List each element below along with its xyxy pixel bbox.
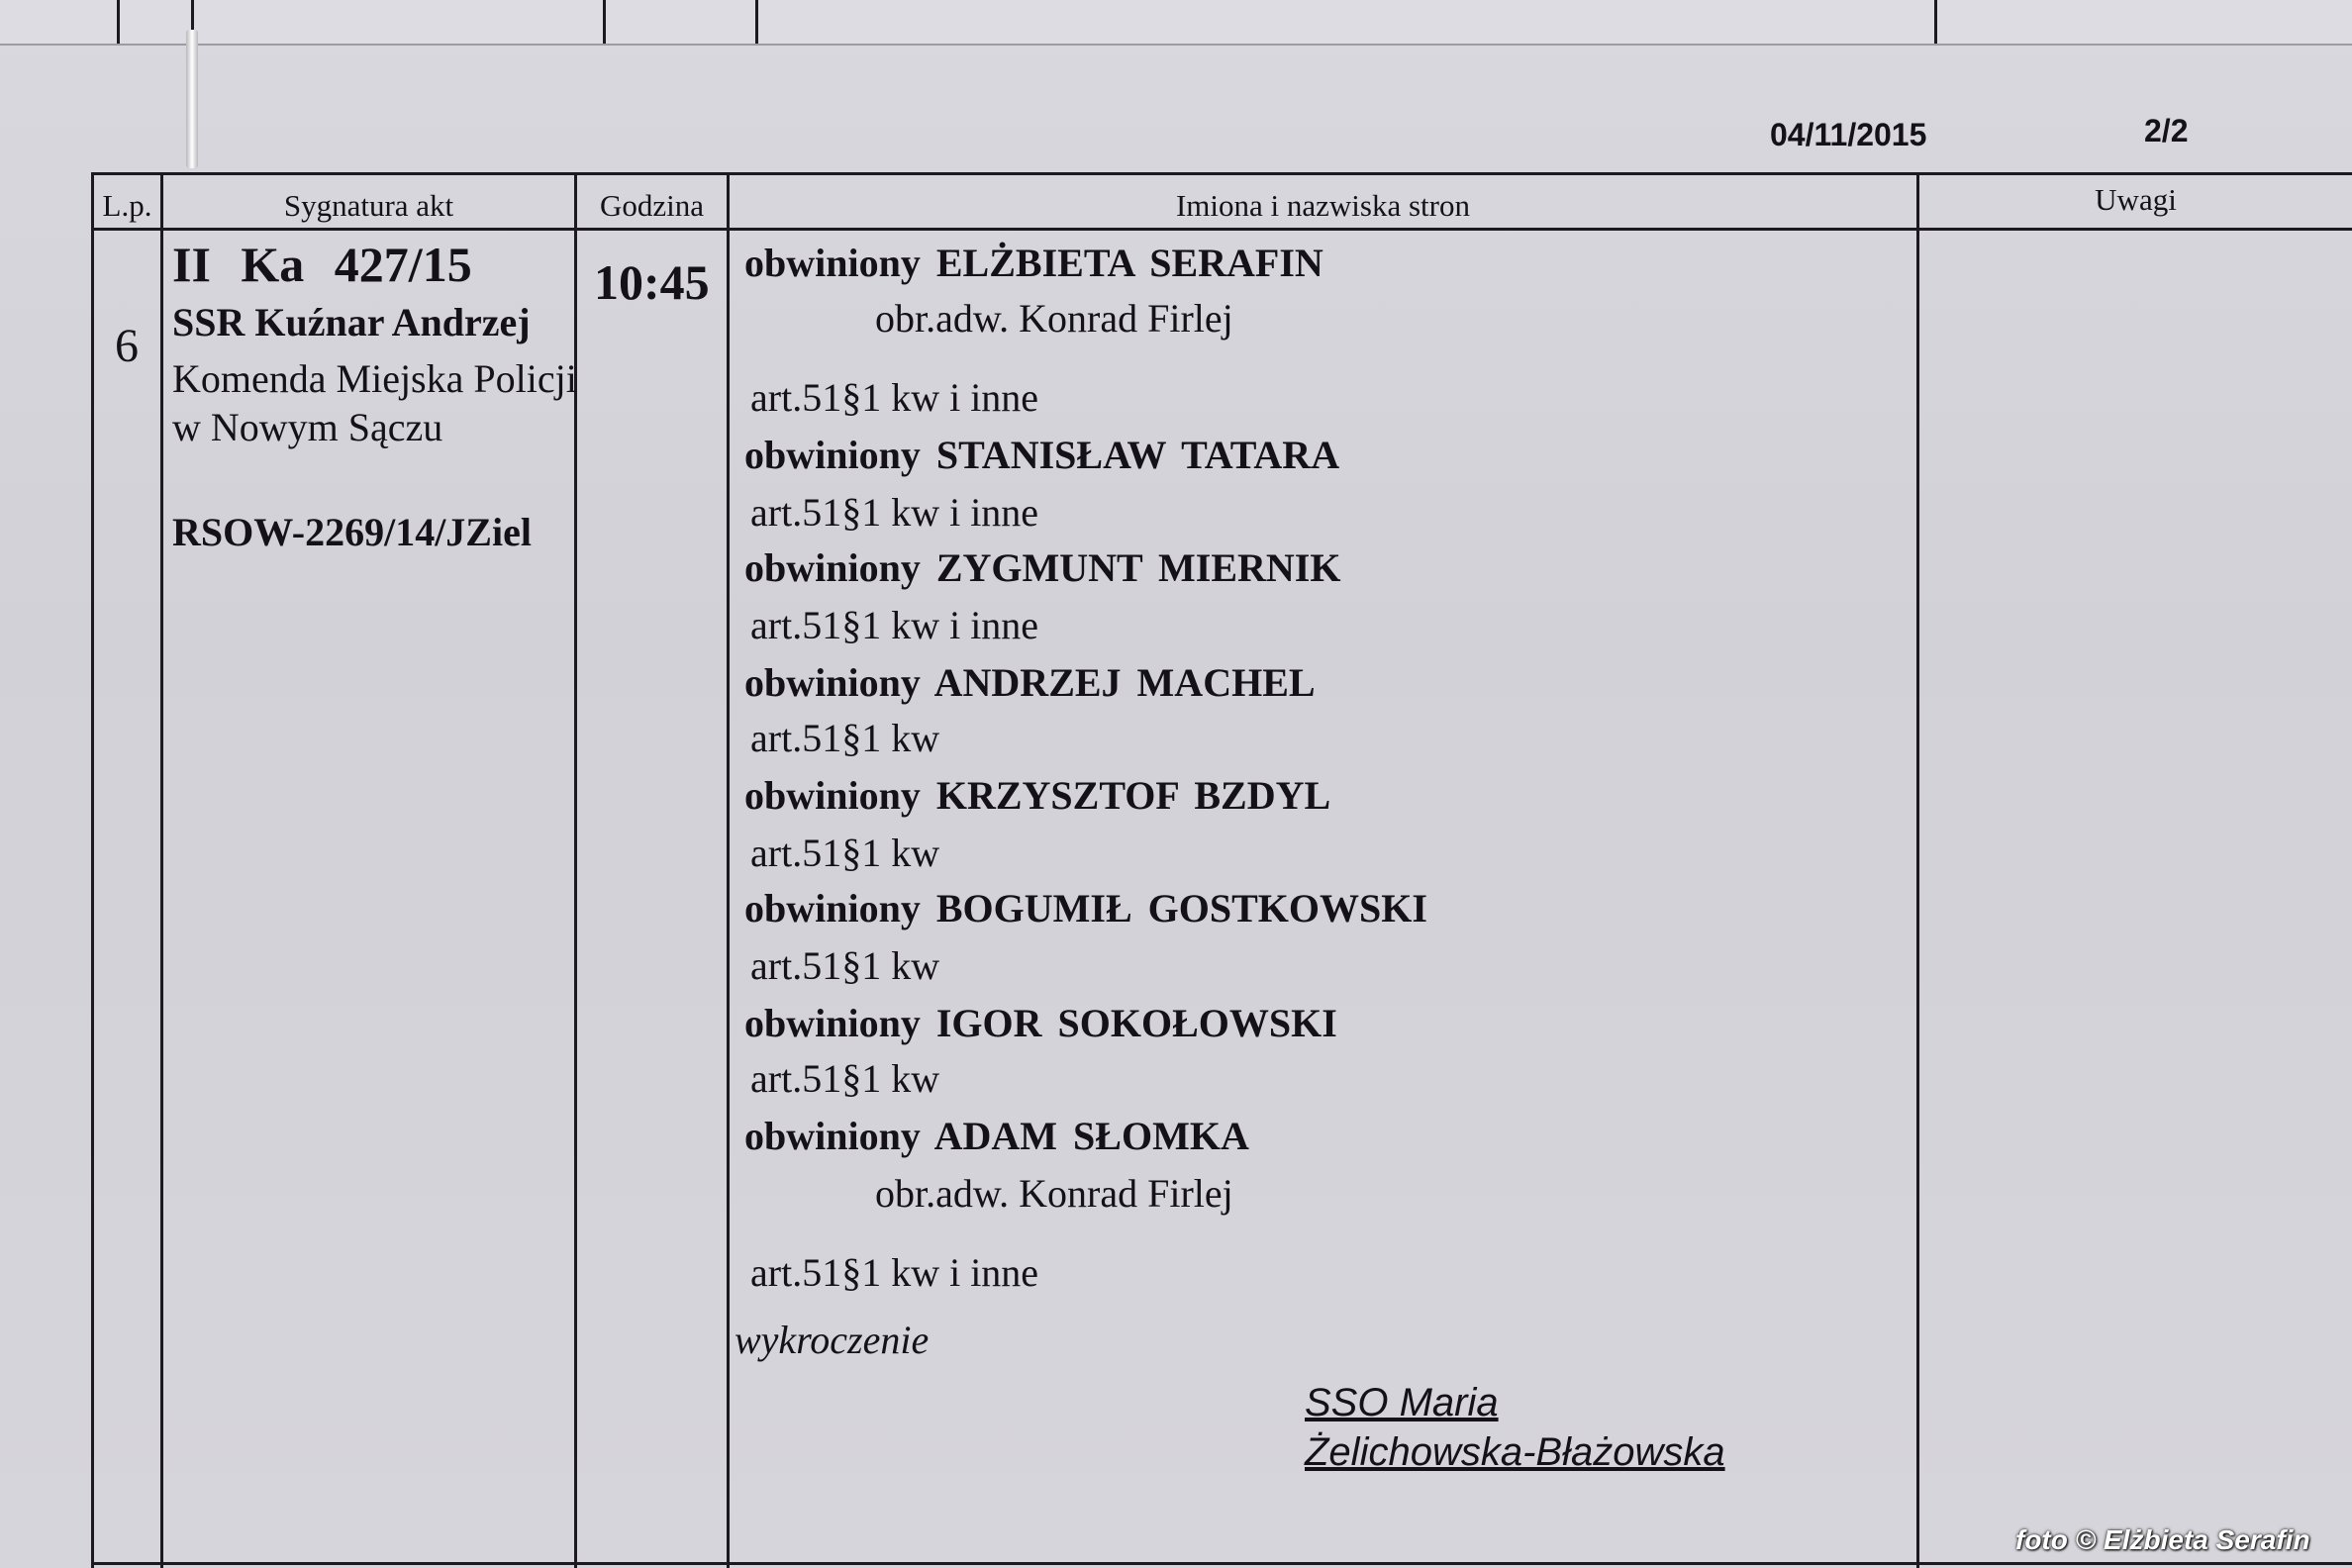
column-divider (727, 172, 730, 1568)
party-name: obwiniony ANDRZEJ MACHEL (744, 660, 1316, 705)
column-header-lp: L.p. (102, 188, 152, 223)
judge-reference: SSR Kuźnar Andrzej (172, 300, 531, 344)
party-charge: art.51§1 kw i inne (750, 603, 1039, 647)
photo-watermark: foto © Elżbieta Serafin (2015, 1524, 2310, 1555)
reference-number: RSOW-2269/14/JZiel (172, 510, 532, 554)
prev-table-line (603, 0, 606, 44)
column-header-sygnatura: Sygnatura akt (283, 188, 454, 223)
party-charge: art.51§1 kw (750, 716, 940, 760)
column-divider (1916, 172, 1919, 1568)
binding-clip (186, 30, 198, 168)
column-divider (91, 172, 94, 1568)
header-bottom-border (91, 228, 2352, 231)
party-charge: art.51§1 kw i inne (750, 1250, 1039, 1295)
party-name: obwiniony ELŻBIETA SERAFIN (744, 241, 1323, 285)
prev-table-line (117, 0, 120, 44)
table-top-border (91, 172, 2352, 175)
offense-type: wykroczenie (735, 1318, 930, 1362)
hearing-time: 10:45 (594, 254, 710, 310)
presiding-judge-line2: Żelichowska-Błażowska (1305, 1430, 1725, 1474)
print-date: 04/11/2015 (1770, 117, 1927, 152)
table-bottom-border (91, 1562, 2352, 1565)
party-name: obwiniony ADAM SŁOMKA (744, 1114, 1249, 1158)
party-charge: art.51§1 kw i inne (750, 490, 1039, 535)
presiding-judge (1305, 1378, 1725, 1477)
party-name: obwiniony STANISŁAW TATARA (744, 433, 1340, 477)
party-charge: art.51§1 kw i inne (750, 375, 1039, 420)
page-number: 2/2 (2144, 113, 2189, 148)
party-name: obwiniony ZYGMUNT MIERNIK (744, 545, 1341, 590)
party-counsel: obr.adw. Konrad Firlej (875, 296, 1233, 341)
party-charge: art.51§1 kw (750, 1056, 940, 1101)
party-name: obwiniony IGOR SOKOŁOWSKI (744, 1001, 1337, 1045)
case-number: II Ka 427/15 (172, 237, 472, 292)
previous-page-edge (0, 0, 2352, 46)
party-name: obwiniony BOGUMIŁ GOSTKOWSKI (744, 886, 1427, 931)
column-header-godzina: Godzina (599, 188, 705, 223)
party-name: obwiniony KRZYSZTOF BZDYL (744, 773, 1331, 818)
authority: Komenda Miejska Policji w Nowym Sączu (172, 356, 577, 449)
column-header-strony: Imiona i nazwiska stron (1175, 188, 1470, 223)
column-divider (160, 172, 163, 1568)
row-number: 6 (115, 320, 139, 372)
presiding-judge-line1: SSO Maria (1305, 1381, 1499, 1424)
party-charge: art.51§1 kw (750, 831, 940, 875)
prev-table-line (1934, 0, 1937, 44)
column-header-uwagi: Uwagi (2095, 182, 2177, 217)
party-counsel: obr.adw. Konrad Firlej (875, 1171, 1233, 1216)
party-charge: art.51§1 kw (750, 943, 940, 988)
prev-table-line (755, 0, 758, 44)
